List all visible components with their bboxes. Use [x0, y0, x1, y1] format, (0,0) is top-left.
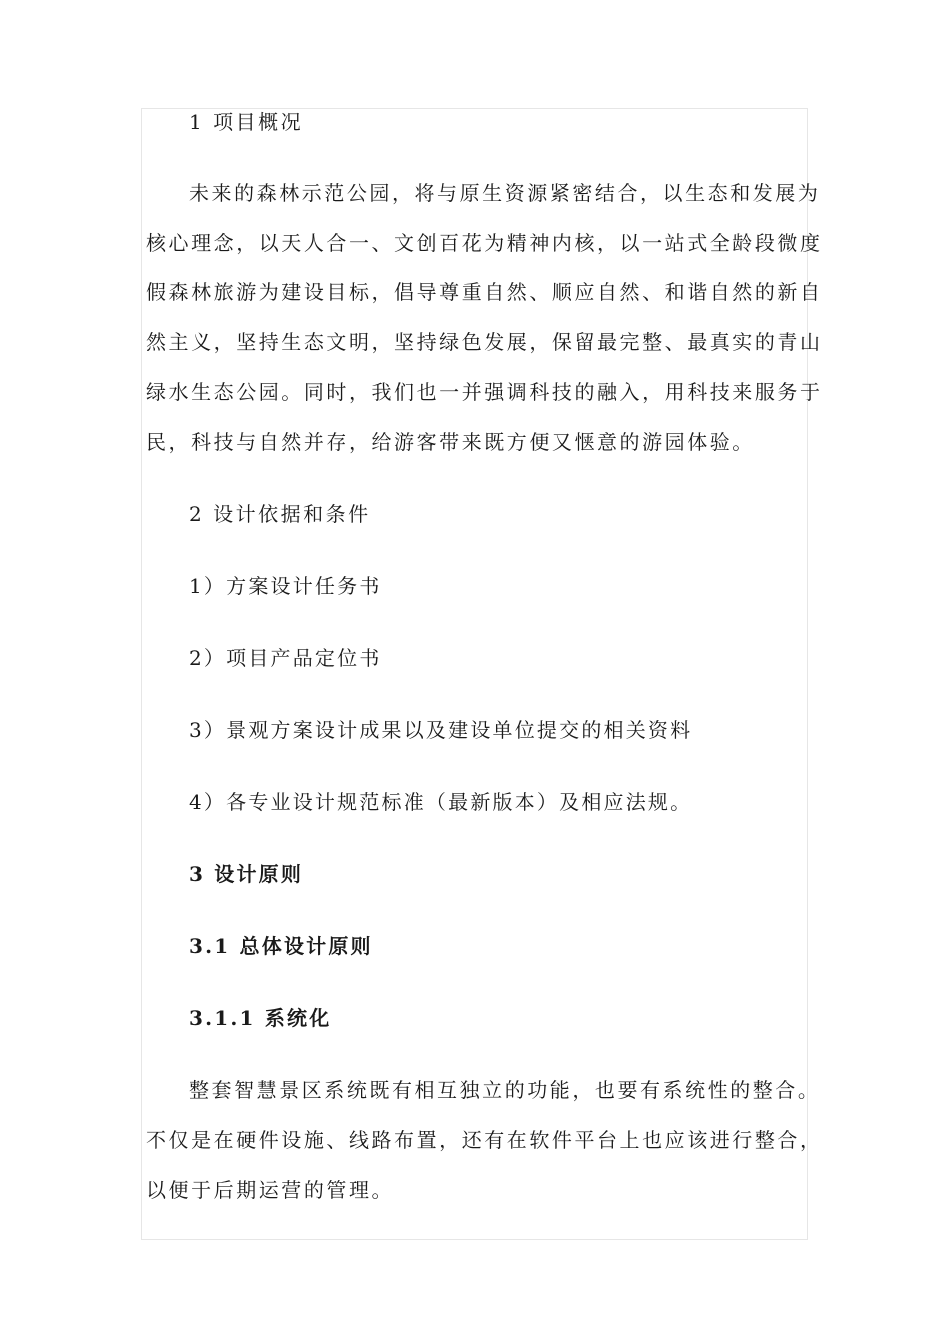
list-item: 3）景观方案设计成果以及建设单位提交的相关资料	[189, 718, 693, 742]
list-item: 2）项目产品定位书	[189, 646, 382, 670]
paragraph-line: 整套智慧景区系统既有相互独立的功能，也要有系统性的整合。	[189, 1078, 821, 1102]
page-frame	[141, 108, 808, 1240]
paragraph-line: 绿水生态公园。同时，我们也一并强调科技的融入，用科技来服务于	[146, 380, 823, 404]
paragraph-line: 核心理念，以天人合一、文创百花为精神内核，以一站式全龄段微度	[146, 231, 823, 255]
list-item: 4）各专业设计规范标准（最新版本）及相应法规。	[189, 790, 693, 814]
section-3-1-heading: 3.1 总体设计原则	[189, 934, 373, 958]
paragraph-line: 不仅是在硬件设施、线路布置，还有在软件平台上也应该进行整合，	[146, 1128, 823, 1152]
section-3-1-1-heading: 3.1.1 系统化	[189, 1006, 332, 1030]
list-item: 1）方案设计任务书	[189, 574, 382, 598]
section-1-heading: 1 项目概况	[189, 110, 304, 134]
paragraph-line: 未来的森林示范公园，将与原生资源紧密结合，以生态和发展为	[189, 181, 821, 205]
paragraph-line: 民，科技与自然并存，给游客带来既方便又惬意的游园体验。	[146, 430, 755, 454]
section-2-heading: 2 设计依据和条件	[189, 502, 371, 526]
section-3-heading: 3 设计原则	[189, 862, 304, 886]
paragraph-line: 然主义，坚持生态文明，坚持绿色发展，保留最完整、最真实的青山	[146, 330, 823, 354]
paragraph-line: 假森林旅游为建设目标，倡导尊重自然、顺应自然、和谐自然的新自	[146, 280, 823, 304]
paragraph-line: 以便于后期运营的管理。	[146, 1178, 395, 1202]
